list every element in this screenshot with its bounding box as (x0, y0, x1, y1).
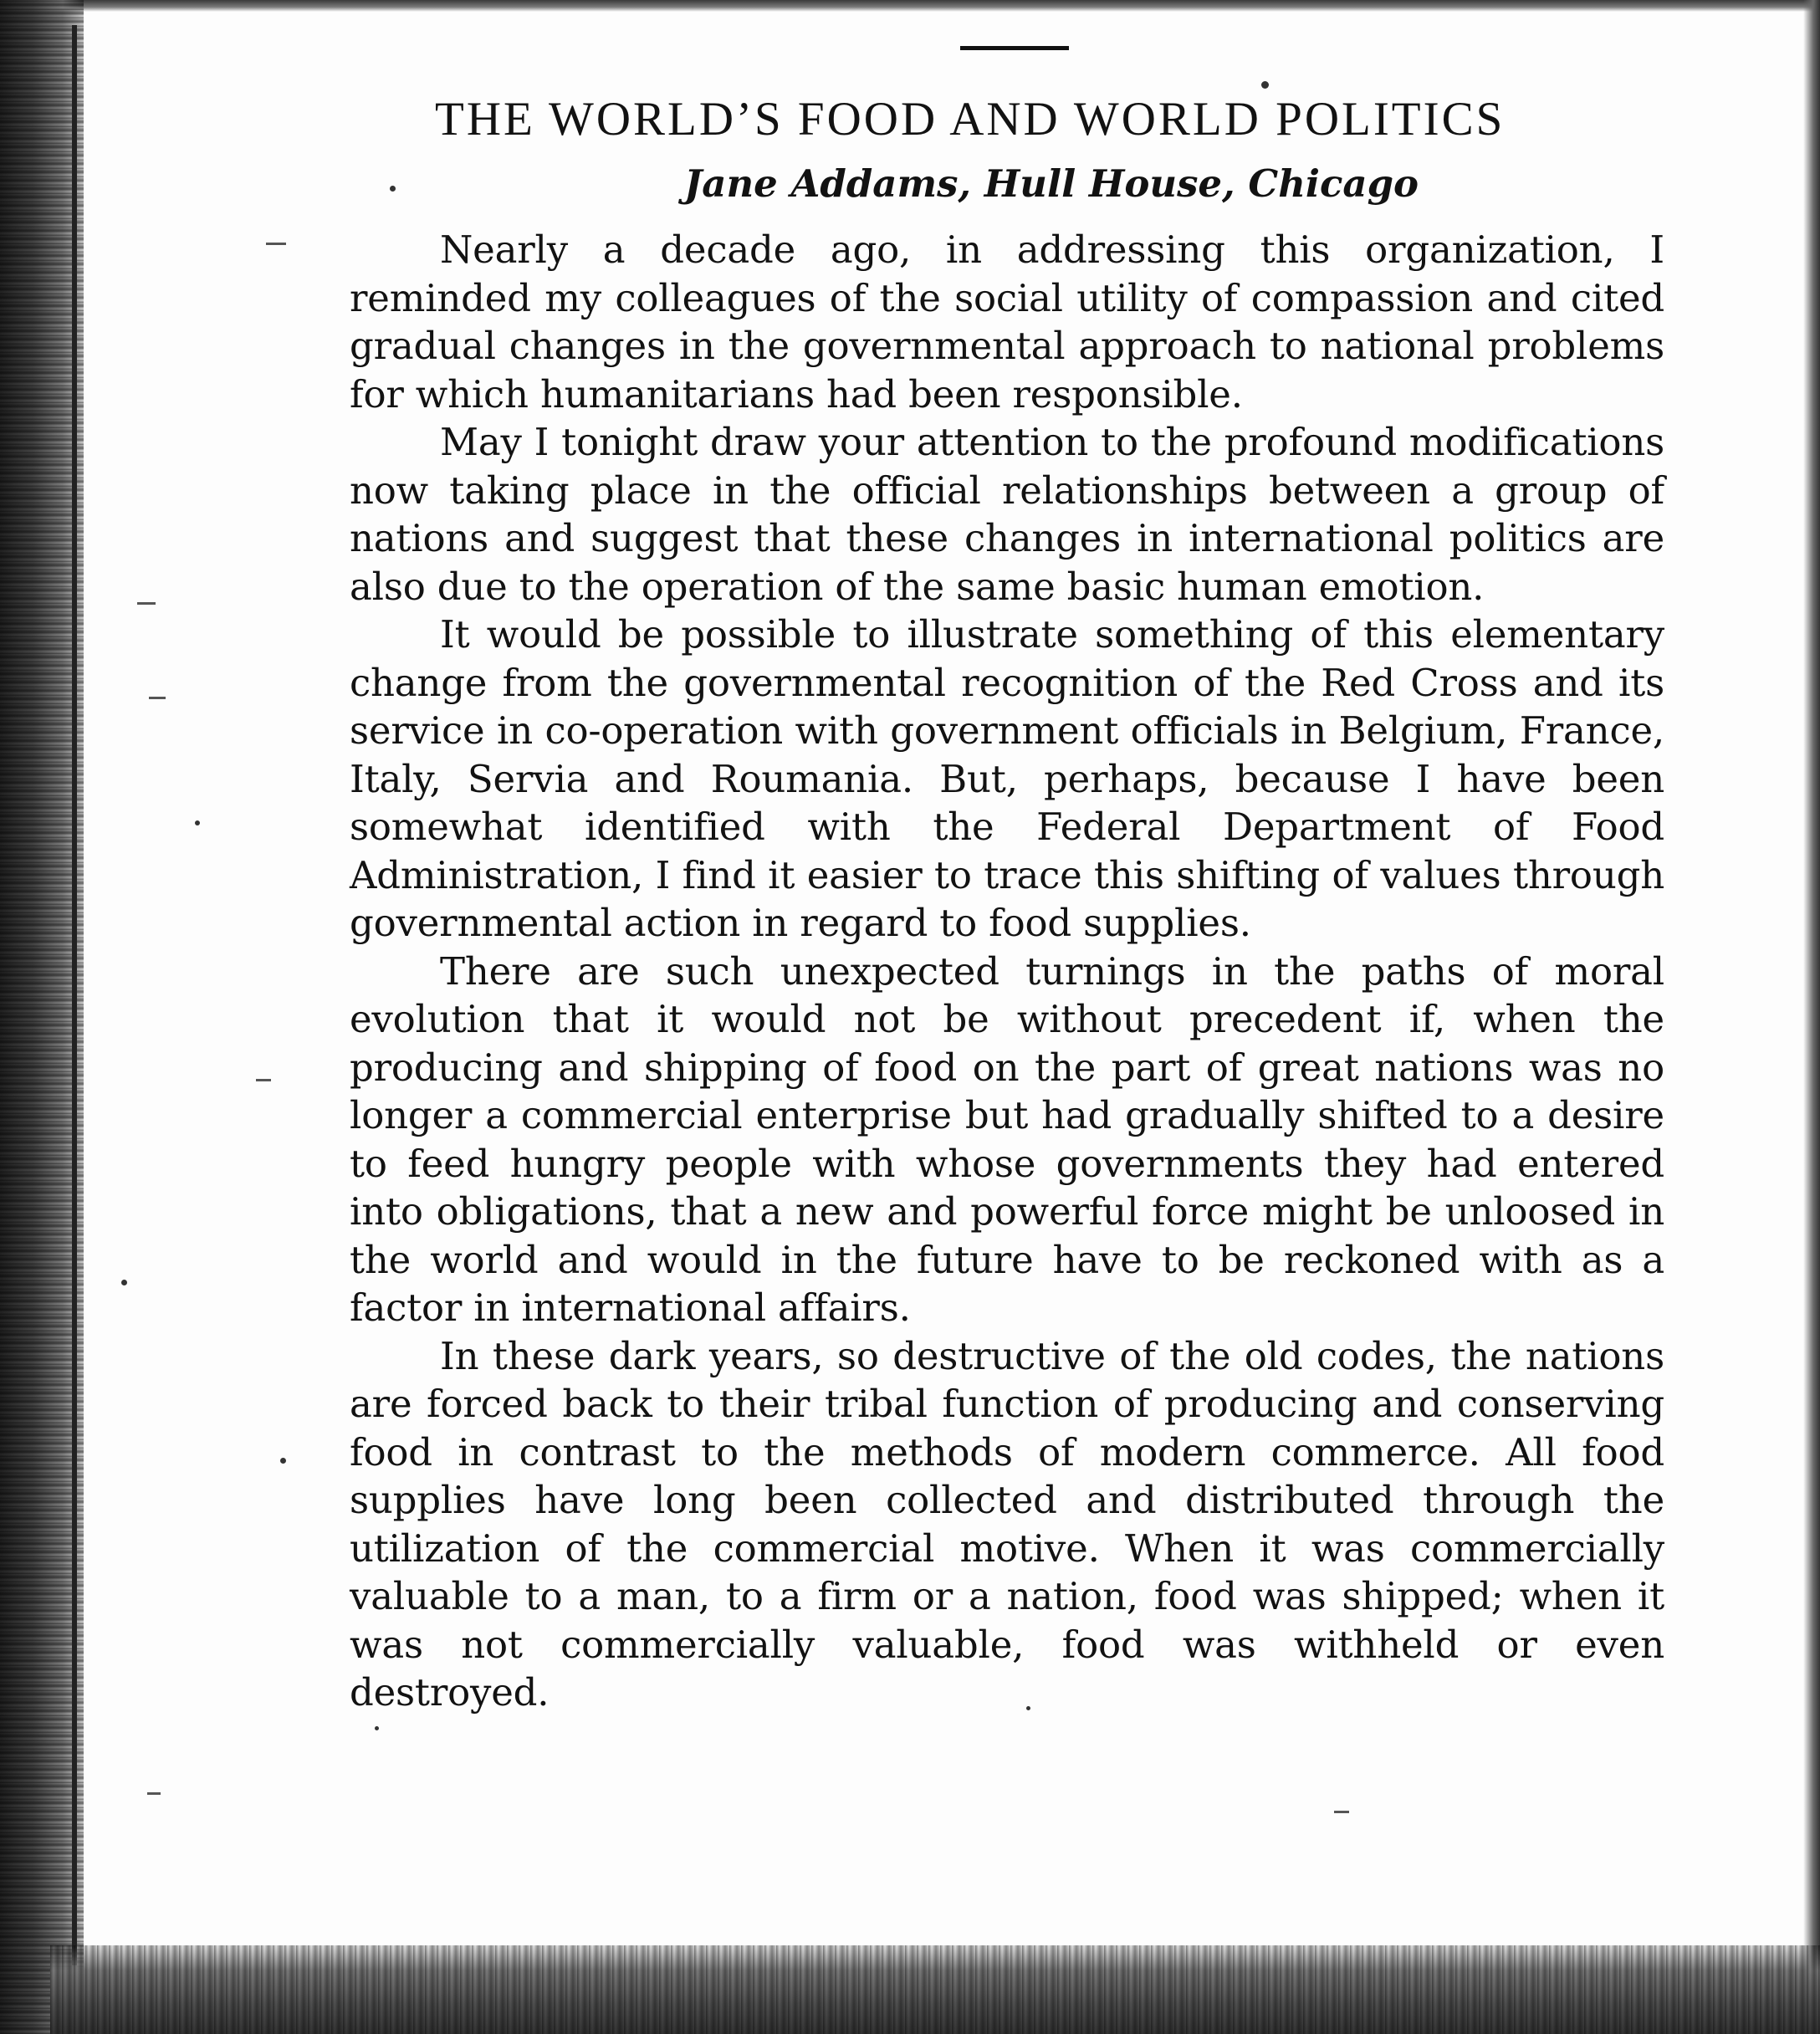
header-rule (960, 46, 1069, 50)
scan-speck (121, 1280, 127, 1285)
paragraph-1: Nearly a decade ago, in addressing this organization, I reminded my colleagues of the social utility of compassion and cited gradual changes in the governmental approach to national problems for which humanitarians had been responsible. (350, 227, 1664, 417)
scan-dash (147, 1792, 161, 1795)
article-body (350, 226, 1664, 1717)
scan-speck (195, 820, 200, 825)
paragraph-4: There are such unexpected turnings in the paths of moral evolution that it would not be without precedent if, when the producing and shipping of food on the part of great nations was no longer a commercial enterprise but had gradually shifted to a desire to feed hungry people with whose governments they had entered into obligations, that a new and powerful force might be unloosed in the world and would in the future have to be reckoned with as a factor in international affairs. (350, 948, 1664, 1330)
scan-dash (256, 1079, 271, 1081)
article-byline: Jane Addams, Hull House, Chicago (684, 161, 1419, 206)
page-border-line (72, 25, 77, 1965)
scan-dash (137, 602, 156, 605)
paragraph-5: In these dark years, so destructive of the old codes, the nations are forced back to their tribal function of producing and conserving food in contrast to the methods of modern commerce. All food supplies have long been collected and distributed through the utilization of the commercial motive. When it was commercially valuable to a man, to a firm or a nation, food was shipped; when it was not commercially valuable, food was withheld or even destroyed. (350, 1333, 1664, 1715)
paragraph-3: It would be possible to illustrate something of this elementary change from the governmental recognition of the Red Cross and its service in co-operation with government officials in Belgium, France, Italy, Servia and Roumania. But, perhaps, because I have been somewhat identified with the Federal Department of Food Administration, I find it easier to trace this shifting of values through governmental action in regard to food supplies. (350, 612, 1664, 945)
scan-right-edge (1803, 0, 1820, 2034)
article (350, 46, 1664, 1717)
paragraph-2: May I tonight draw your attention to the profound modifications now taking place in the official relationships between a group of nations and suggest that these changes in international politics are also due to the operation of the same basic human emotion. (350, 420, 1664, 609)
scan-speck (375, 1726, 379, 1730)
scan-dash (1334, 1811, 1349, 1813)
scan-top-edge (0, 0, 1820, 12)
article-title: THE WORLD’S FOOD AND WORLD POLITICS (435, 93, 1506, 146)
scan-speck (280, 1458, 286, 1464)
scan-bottom-edge (50, 1945, 1820, 2034)
scan-left-edge (0, 0, 84, 2034)
scan-dash (266, 243, 286, 245)
scan-dash (149, 697, 166, 699)
